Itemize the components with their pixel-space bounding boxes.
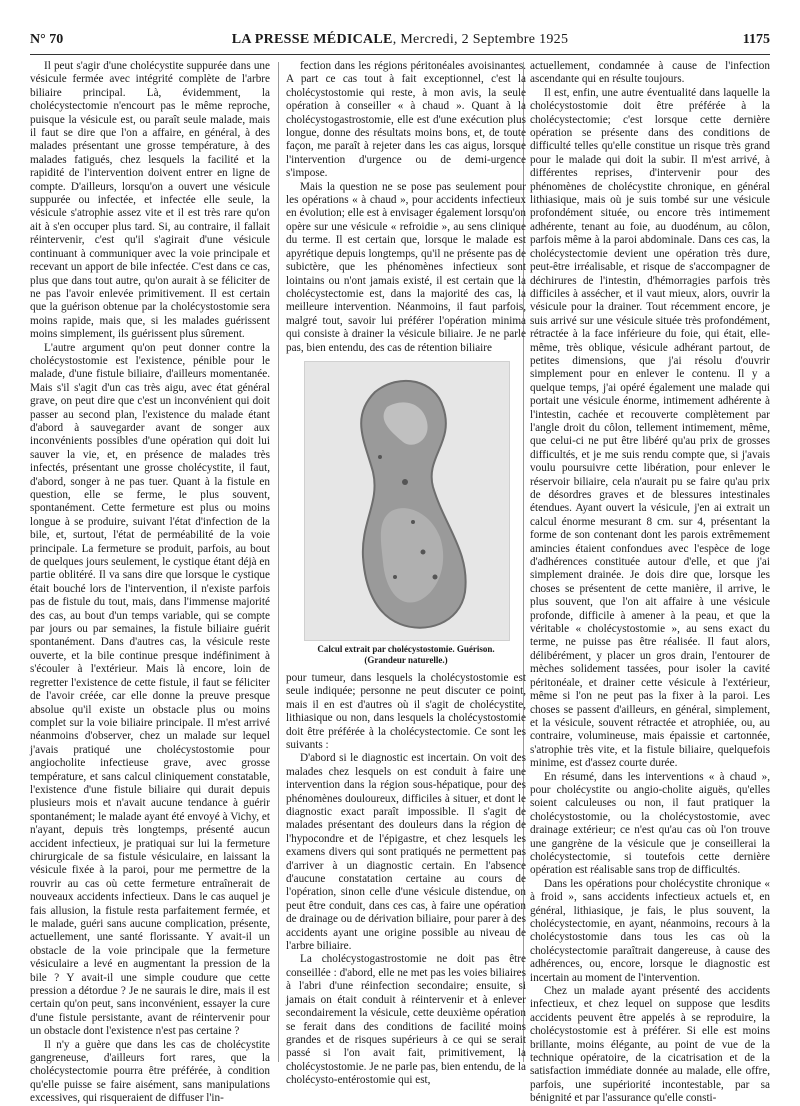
gallstone-photo	[304, 361, 510, 641]
text-column-1	[30, 60, 270, 1105]
figure-caption	[304, 644, 508, 666]
paragraph: actuellement, condamnée à cause de l'infection ascendante qui en résulte toujours.	[530, 60, 770, 86]
issue-number: N° 70	[30, 32, 64, 47]
column-rule	[278, 62, 279, 1062]
paragraph: Il est, enfin, une autre éventualité dans laquelle la cholécystostomie doit être préférée à la cholécystectomie; c'est lorsque cette dernière opération se présente dans des conditions de difficulté telles qu'elle constitue un risque très grand pour le malade qui doit la subir. Il m'est arrivé, à différentes reprises, d'intervenir pour des phénomènes de cholécystite chronique, en général lithiasique, mais où je suis tombé sur une vésicule profondément située, ou encore très intimement adhérente, tenant au foie, au duodénum, au côlon, parfois même à la paroi abdominale. Dans ces cas, la cholécystectomie devient une opération très dure, peut-être irréalisable, et risque de s'accompagner de déchirures de l'intestin, d'hémorragies parfois très difficiles à assécher, et il vaut mieux, alors, ouvrir la vésicule pour la drainer. Tout récemment encore, je suis arrivé sur une vésicule située très profondément, rétractée à la face inférieure du foie, qui était, elle-même, très oblique, vésicule adhérant partout, de petites dimensions, que j'ai résolu d'ouvrir simplement pour en enlever le contenu. Il y a quelque temps, j'ai opéré également une malade qui portait une vésicule énorme, intimement adhérente à l'intestin, cachée et recouverte complètement par l'angle droit du côlon, tellement intimement, même, que celui-ci ne put être libéré qu'au prix de grosses difficultés, et je me suis rendu compte que, si j'avais voulu poursuivre cette libération, pour enlever le réservoir biliaire, cela n'aurait pu se faire qu'au prix de désordres graves et de blessures intestinales étendues. Ayant ouvert la vésicule, j'en ai extrait un calcul énorme mesurant 8 cm. sur 4, présentant la forme de son contenant dont les parois extrêmement amincies étaient confondues avec l'espèce de loge d'adhérences constituée autour d'elle, et que j'ai simplement drainée. Je dois dire que, lorsque les choses se présentent de cette manière, il arrive, le plus souvent, que l'on ait affaire à une vésicule profonde, difficile à amener à la peau, et que la véritable « cholécystostomie », au sens exact du terme, ne puisse pas être réalisée. Il faut alors, délibérément, y placer un gros drain, l'entourer de mèches solidement tassées, pour isoler la cavité péritonéale, et drainer cette vésicule à l'extérieur, même si l'on ne peut pas la fixer à la paroi. Les choses se passent d'ailleurs, en général, simplement, et la vésicule, souvent rétractée et atrophiée, ou, au contraire, volumineuse, mais épaissie et cartonnée, s'atrophie très vite, et la fistule biliaire, quelquefois minime, est d'assez courte durée.	[530, 86, 770, 770]
paragraph: La cholécystogastrostomie ne doit pas être conseillée : d'abord, elle ne met pas les voies biliaires à l'abri d'une réinfection secondaire; ensuite, si jamais on était conduit à réintervenir et à enlever secondairement la vésicule, cette deuxième opération se ferait dans des conditions de facilité moins grandes et de risques supérieurs à ce qui se serait passé si l'on avait fait, primitivement, la cholécystostomie. Je ne parle pas, bien entendu, de la cholécysto-entérostomie qui est,	[286, 953, 526, 1087]
caption-line-1: Calcul extrait par cholécystostomie. Guérison.	[317, 643, 495, 654]
gallstone-illustration	[305, 362, 509, 640]
paragraph: D'abord si le diagnostic est incertain. On voit des malades chez lesquels on est conduit à faire une intervention dans la région sous-hépatique, pour des phénomènes douloureux, difficiles à situer, et dont le diagnostic exact paraît impossible. Il s'agit de malades présentant des douleurs dans la région de l'hypocondre et de l'épigastre, et chez lesquels les examens divers qui sont pratiqués ne permettent pas d'arriver à un diagnostic certain. En l'absence d'aucune constatation certaine au cours de l'opération, sinon celle d'une vésicule distendue, on peut être conduit, dans ces cas, à faire une opération de drainage ou de dérivation biliaire, pour parer à des accidents ayant une origine possible au niveau de l'arbre biliaire.	[286, 752, 526, 953]
text-column-2	[286, 60, 526, 1087]
issue-date: Mercredi, 2 Septembre 1925	[400, 32, 569, 47]
gallstone-figure	[304, 361, 508, 666]
paragraph: Il peut s'agir d'une cholécystite suppurée dans une vésicule fermée avec intégrité complète de l'arbre biliaire principal. Là, évidemment, la cholécystectomie n'encourt pas le même reproche, puisque la vésicule est, ou paraît seule malade, mais il faut se dire que l'on a affaire, en général, à des malades présentant une grosse température, à des malades fatigués, chez lesquels la facilité et la rapidité de l'intervention doivent entrer en ligne de compte. D'ailleurs, lorsqu'on a ouvert une vésicule suppurée ou infectée, et infectée elle seule, la vésicule s'atrophie assez vite et il est très rare qu'on ait à s'en occuper plus tard. Si, au contraire, il fallait réintervenir, c'est qu'il s'agirait d'une vésicule continuant à communiquer avec la voie principale et recevant un apport de bile infectée. C'est dans ce cas, plus que dans tout autre, qu'on aurait à se féliciter de ne pas l'avoir enlevée primitivement. Il est certain que la guérison obtenue par la cholécystostomie sera moins rapide, mais que, si les malades guérissent moins simplement, ils guérissent plus sûrement.	[30, 60, 270, 341]
paragraph: fection dans les régions péritonéales avoisinantes. A part ce cas tout à fait exceptionnel, c'est la cholécystostomie qui reste, à mon avis, la seule opération à conseiller « à chaud ». Quant à la cholécystogastrostomie, elle est d'une exécution plus longue, donne des résultats moins bons, et, de toute façon, me paraît à rejeter dans les cas aigus, lorsque l'intervention d'urgence ou de demi-urgence s'impose.	[286, 60, 526, 180]
journal-name: LA PRESSE MÉDICALE	[231, 32, 393, 47]
text-column-3	[530, 60, 770, 1105]
paragraph: pour tumeur, dans lesquels la cholécystostomie est seule indiquée; personne ne peut discuter ce point, mais il en est d'autres où il s'agit de cholécystite, lithiasique ou non, dans lesquels la cholécystostomie doit être préférée à la cholécystectomie. Ce sont les suivants :	[286, 671, 526, 751]
page-number: 1175	[742, 32, 770, 47]
caption-line-2: (Grandeur naturelle.)	[364, 654, 448, 665]
journal-title-line: LA PRESSE MÉDICALE, Mercredi, 2 Septembre 1925	[231, 32, 569, 47]
paragraph: Chez un malade ayant présenté des accidents infectieux, et chez lequel on suppose que lesdits accidents peuvent être appelés à se reproduire, la cholécystostomie est à préférer. Si elle est moins brillante, moins élégante, au point de vue de la technique opératoire, de la cicatrisation et de la satisfaction immédiate donnée au malade, elle offre, parfois, une supériorité incontestable, par sa bénignité et par l'assurance qu'elle consti-	[530, 985, 770, 1105]
paragraph: Il n'y a guère que dans les cas de cholécystite gangreneuse, d'ailleurs fort rares, que la cholécystectomie pourra être préférée, à condition qu'elle puisse se faire aisément, sans manipulations excessives, qui risqueraient de diffuser l'in-	[30, 1038, 270, 1105]
paragraph: Mais la question ne se pose pas seulement pour les opérations « à chaud », pour accidents infectieux en évolution; elle est à envisager également lorsqu'on opère sur une vésicule « refroidie », au sens clinique du terme. Il est certain que, lorsque le malade est apyrétique depuis longtemps, qu'il ne présente pas de subictère, que les phénomènes infectieux sont lointains ou n'ont jamais existé, il est certain que la cholécystectomie est, dans la majorité des cas, la meilleure intervention. Néanmoins, il faut parfois, malgré tout, savoir lui préférer l'opération minima qui consiste à drainer la vésicule biliaire. Je ne parle pas, bien entendu, des cas de rétention biliaire	[286, 180, 526, 354]
paragraph: Dans les opérations pour cholécystite chronique « à froid », sans accidents infectieux actuels et, en général, lithiasique, je fais, le plus souvent, la cholécystectomie, en ayant, néanmoins, recours à la cholécystostomie dans tous les cas où la cholécystectomie paraîtrait dangereuse, à cause des adhérences, ou, encore, lorsque le diagnostic est incertain au moment de l'intervention.	[530, 877, 770, 984]
page-header	[30, 28, 770, 55]
paragraph: L'autre argument qu'on peut donner contre la cholécystostomie est l'existence, pénible pour le malade, d'une fistule biliaire, d'ailleurs momentanée. Mais s'il s'agit d'un cas très aigu, avec état général grave, on peut dire que c'est un inconvénient qui doit passer au second plan, l'existence du malade étant d'abord à sauvegarder avant de songer aux inconvénients possibles d'une opération qui doit lui sauver la vie, et, en présence de malades très infectés, présentant une grosse cholécystite, il faut, d'abord, songer à ne pas tuer. Quant à la fistule en question, elle se ferme, le plus souvent, spontanément. Cette fermeture est plus ou moins longue à se produire, suivant l'état d'infection de la bile, et, surtout, l'état de perméabilité de la voie principale. La fermeture se produit, parfois, au bout de quelques jours seulement, le cystique étant déjà en partie oblitéré. Il va sans dire que lorsque le cystique était bouché lors de l'intervention, il n'existe parfois pas de fistule du tout, mais, dans l'immense majorité des cas, au bout d'un temps variable, qui se compte par jours ou par semaines, la fistule biliaire guérit spontanément. Dans d'autres cas, la vésicule reste ouverte, et la bile continue presque indéfiniment à s'écouler à l'extérieur. Mais là encore, loin de regretter l'existence de cette fistule, il faut se féliciter de l'avoir créée, car elle donne la preuve presque absolue qu'il existe un obstacle plus ou moins complet sur la voie biliaire principale. Il m'est arrivé néanmoins d'observer, chez un malade sur lequel j'avais pratiqué une cholécystostomie pour angiocholite infectieuse grave, avec grosse température, et sans calcul cliniquement constatable, l'existence d'une fistule biliaire qui durait depuis plusieurs mois et n'avait aucune tendance à guérir spontanément; le malade ayant été envoyé à Vichy, et n'ayant, depuis très longtemps, présenté aucun accident infectieux, je pratiquai sur lui la fermeture chirurgicale de sa fistule vésiculaire, en laissant la vésicule fixée à la paroi, pour me permettre de la rouvrir au cas où cette fermeture entraînerait de nouveaux accidents infectieux. Dans le cas auquel je fais allusion, la fistule resta parfaitement fermée, et le malade, guéri sans aucune complication, présente, actuellement, une santé florissante. Y avait-il un obstacle de la voie principale que la fermeture vésiculaire a levé en augmentant la pression de la bile ? Y avait-il une simple coudure que cette pression a détordue ? Je ne saurais le dire, mais il est certain qu'on peut, sans inconvénient, essayer la cure d'une fistule persistante, avant de réintervenir pour un obstacle dont l'existence n'est pas certaine ?	[30, 341, 270, 1038]
paragraph: En résumé, dans les interventions « à chaud », pour cholécystite ou angio-cholite aiguës, qu'elles soient calculeuses ou non, il faut pratiquer la cholécystostomie, ou la cholécystostomie, avec drainage extérieur; ce n'est qu'au cas où l'on trouve une gangrène de la vésicule que je conseillerai la cholécystectomie, si toutefois cette dernière opération est réalisable sans trop de difficultés.	[530, 770, 770, 877]
